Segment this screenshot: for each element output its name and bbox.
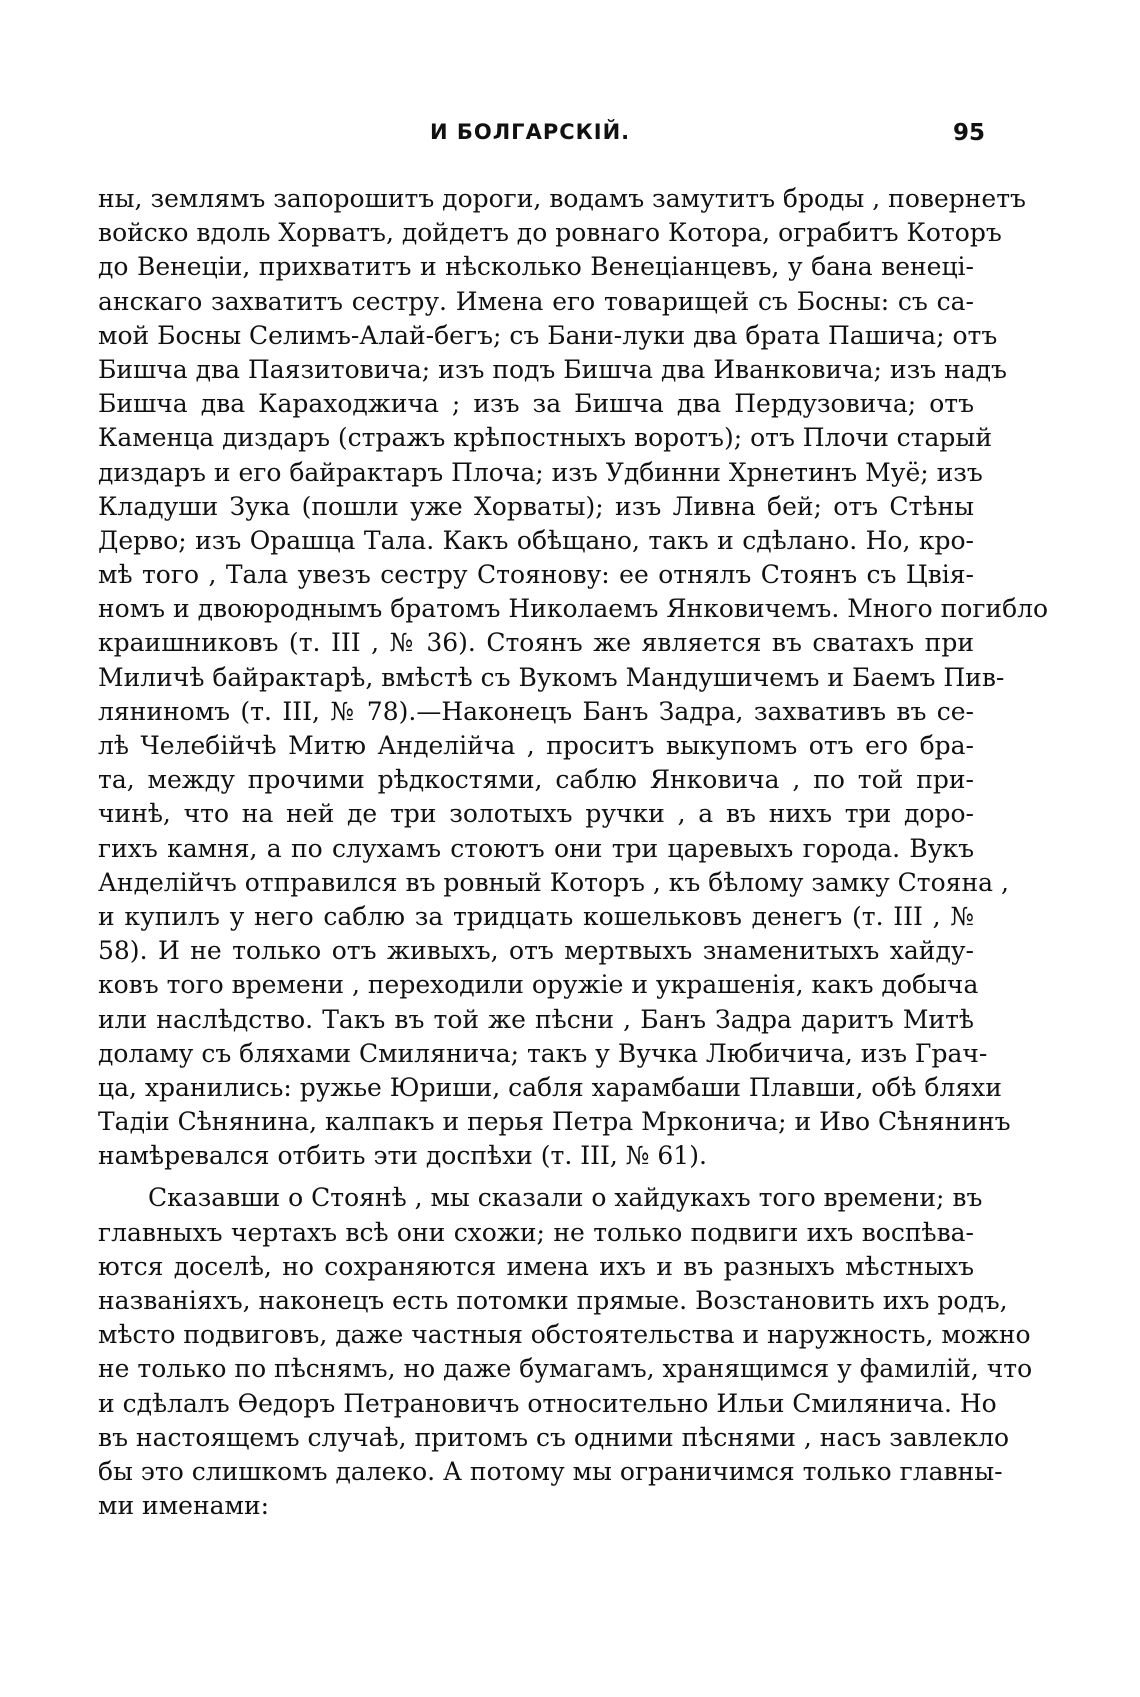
text-line: мѣсто подвиговъ, даже частныя обстоятельства и наружность, можно <box>98 1320 1031 1350</box>
text-line: Тадіи Сѣнянина, калпакъ и перья Петра Мрконича; и Иво Сѣнянинъ <box>98 1107 1011 1137</box>
text-line: и купилъ у него саблю за тридцать кошельковъ денегъ (т. III , № <box>98 901 974 931</box>
text-line: Миличѣ байрактарѣ, вмѣстѣ съ Вукомъ Мандушичемъ и Баемъ Пив- <box>98 662 1005 692</box>
text-line: диздаръ и его байрактаръ Плоча; изъ Удбинни Хрнетинъ Муё; изъ <box>98 457 983 487</box>
page-number: 95 <box>952 120 985 146</box>
text-line: ми именами: <box>98 1491 270 1521</box>
text-line: ковъ того времени , переходили оружіе и украшенія, какъ добыча <box>98 970 979 1000</box>
text-line: Кладуши Зука (пошли уже Хорваты); изъ Ливна бей; отъ Стѣны <box>98 491 974 521</box>
text-line: Сказавши о Стоянѣ , мы сказали о хайдукахъ того времени; въ <box>148 1183 983 1213</box>
text-line: бы это слишкомъ далеко. А потому мы ограничимся только главны- <box>98 1456 1003 1486</box>
text-line: краишниковъ (т. III , № 36). Стоянъ же является въ сватахъ при <box>98 628 974 658</box>
text-line: названіяхъ, наконецъ есть потомки прямые. Возстановить ихъ родъ, <box>98 1286 1008 1315</box>
text-line: ются доселѣ, но сохраняются имена ихъ и въ разныхъ мѣстныхъ <box>98 1251 974 1281</box>
running-head <box>100 120 985 160</box>
text-line: гихъ камня, а по слухамъ стоютъ они три царевыхъ города. Вукъ <box>98 833 974 863</box>
text-line: ны, землямъ запорошитъ дороги, водамъ замутитъ броды , повернетъ <box>98 184 1026 213</box>
text-line: Дерво; изъ Орашца Тала. Какъ обѣщано, такъ и сдѣлано. Но, кро- <box>98 525 974 555</box>
text-line: Каменца диздаръ (стражъ крѣпостныхъ воротъ); отъ Плочи старый <box>98 423 992 453</box>
text-line: 58). И не только отъ живыхъ, отъ мертвыхъ знаменитыхъ хайду- <box>98 936 974 966</box>
text-line: Анделійчъ отправился въ ровный Которъ , къ бѣлому замку Стояна , <box>98 867 1009 897</box>
running-title: И БОЛГАРСКІЙ. <box>430 120 631 144</box>
text-line: войско вдоль Хорватъ, дойдетъ до ровнаго Котора, ограбитъ Которъ <box>98 218 1002 248</box>
text-line: Бишча два Паязитовича; изъ подъ Бишча два Иванковича; изъ надъ <box>98 354 1007 384</box>
text-line: ляниномъ (т. III, № 78).—Наконецъ Банъ Задра, захвативъ въ се- <box>98 696 974 726</box>
text-line: или наслѣдство. Такъ въ той же пѣсни , Банъ Задра даритъ Митѣ <box>98 1004 974 1034</box>
paragraph <box>98 182 1049 1173</box>
text-line: мѣ того , Тала увезъ сестру Стоянову: ее отнялъ Стоянъ съ Цвія- <box>98 560 974 590</box>
text-line: до Венеціи, прихватитъ и нѣсколько Венеціанцевъ, у бана венеці- <box>98 252 974 282</box>
text-line: мой Босны Селимъ-Алай-бегъ; съ Бани-луки два брата Пашича; отъ <box>98 320 998 350</box>
text-line: лѣ Челебійчѣ Митю Анделійча , проситъ выкупомъ отъ его бра- <box>98 731 974 760</box>
text-line: номъ и двоюроднымъ братомъ Николаемъ Янковичемъ. Много погибло <box>98 594 1049 624</box>
text-line: та, между прочими рѣдкостями, саблю Янковича , по той при- <box>98 765 974 795</box>
text-line: чинѣ, что на ней де три золотыхъ ручки , а въ нихъ три доро- <box>98 799 974 829</box>
text-line: ца, хранились: ружье Юриши, сабля харамбаши Плавши, обѣ бляхи <box>98 1072 1002 1102</box>
text-line: главныхъ чертахъ всѣ они схожи; не только подвиги ихъ воспѣва- <box>98 1217 974 1247</box>
text-line: не только по пѣснямъ, но даже бумагамъ, хранящимся у фамилій, что <box>98 1354 1033 1384</box>
text-line: намѣревался отбить эти доспѣхи (т. III, № 61). <box>98 1141 707 1171</box>
text-line: Бишча два Караходжича ; изъ за Бишча два Пердузовича; отъ <box>98 389 974 419</box>
text-line: и сдѣлалъ Ѳедоръ Петрановичъ относительно Ильи Смилянича. Но <box>98 1388 997 1418</box>
paragraph <box>98 1181 1033 1523</box>
text-line: анскаго захватитъ сестру. Имена его товарищей съ Босны: съ са- <box>98 286 974 316</box>
text-line: доламу съ бляхами Смилянича; такъ у Вучка Любичича, изъ Грач- <box>98 1038 988 1068</box>
body-text <box>98 182 1049 1523</box>
text-line: въ настоящемъ случаѣ, притомъ съ одними пѣснями , насъ завлекло <box>98 1422 1010 1452</box>
